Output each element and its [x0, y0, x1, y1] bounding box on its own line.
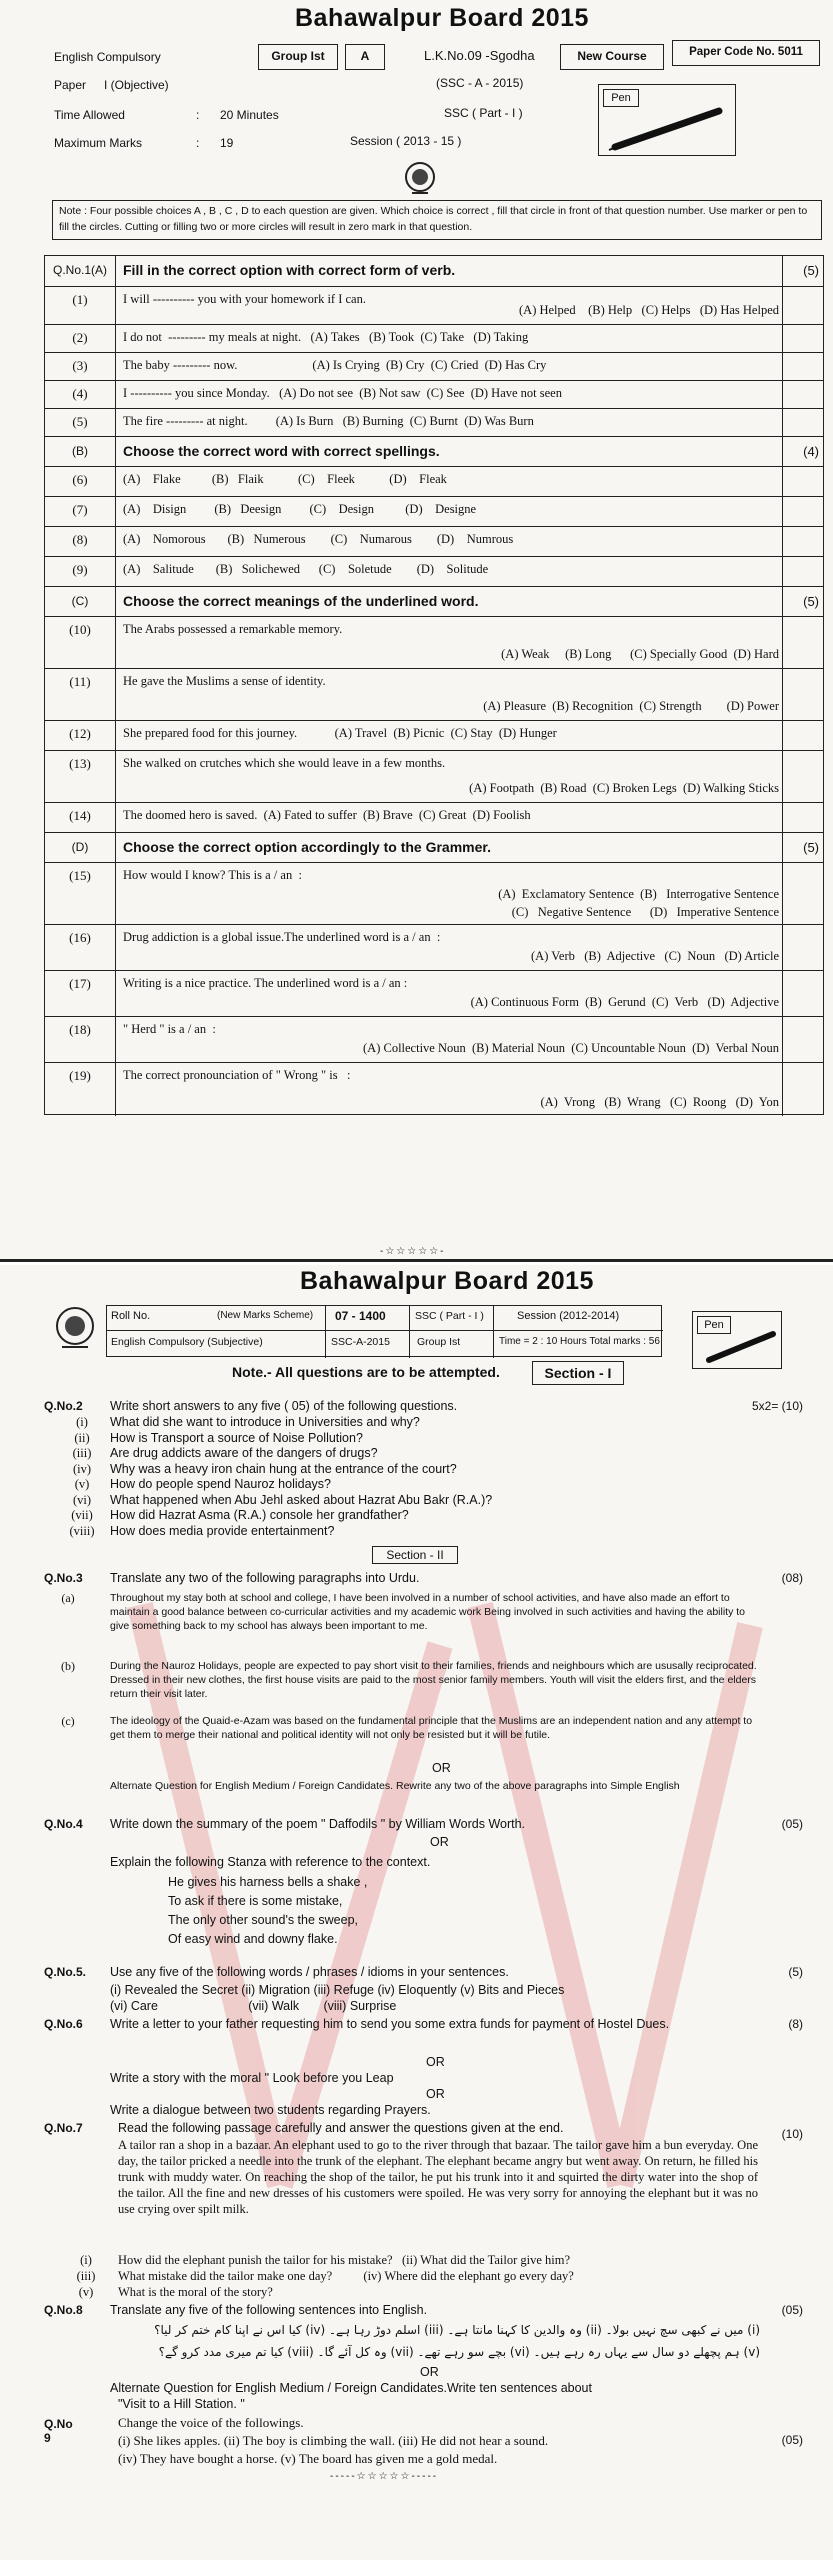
question-row: [45, 970, 823, 1016]
question-row: [45, 496, 823, 526]
question-stem: (A) Flake (B) Flaik (C) Fleek (D) Fleak: [123, 472, 447, 486]
question-number: (17): [69, 976, 91, 991]
question-options[interactable]: (A) Weak (B) Long (C) Specially Good (D) Hard: [501, 647, 779, 661]
q4-explain: Explain the following Stanza with reference to the context.: [110, 1855, 431, 1869]
q6-marks: (8): [788, 2017, 803, 2031]
q5-line2: (vi) Care (vii) Walk (viii) Surprise: [110, 1999, 397, 2013]
q7-question-number: (iii): [76, 2269, 96, 2283]
q7-question: [54, 2253, 774, 2268]
subject: English Compulsory (Subjective): [111, 1336, 263, 1348]
q5-marks: (5): [788, 1965, 803, 1979]
question-options[interactable]: (A) Exclamatory Sentence (B) Interrogative Sentence: [498, 887, 779, 901]
question-stem: " Herd " is a / an :: [123, 1022, 216, 1036]
q8-marks: (05): [781, 2303, 803, 2317]
section-1-box: Section - I: [532, 1361, 624, 1385]
question-stem: Drug addiction is a global issue.The underlined word is a / an :: [123, 930, 441, 944]
question-stem: I will ---------- you with your homework if I can.: [123, 292, 366, 306]
subjective-paper: [0, 1265, 833, 2560]
question-stem: I do not --------- my meals at night. (A) Takes (B) Took (C) Take (D) Taking: [123, 330, 529, 344]
q6-dialogue: Write a dialogue between two students regarding Prayers.: [110, 2103, 431, 2117]
q8-text: Translate any five of the following sentences into English.: [110, 2303, 428, 2317]
section-heading: Choose the correct meanings of the underlined word.: [123, 593, 479, 609]
colon: :: [196, 136, 200, 150]
q2-item-text: What did she want to introduce in Universities and why?: [110, 1415, 420, 1429]
question-row: [45, 466, 823, 496]
paper-label: Paper: [54, 78, 87, 92]
q7-question-text: How did the elephant punish the tailor for his mistake? (ii) What did the Tailor give him?: [118, 2253, 571, 2267]
question-number: (18): [69, 1022, 91, 1037]
q8-or: OR: [420, 2365, 439, 2379]
q2-item-text: What happened when Abu Jehl asked about Hazrat Abu Bakr (R.A.)?: [110, 1492, 493, 1507]
q2-item-text: How is Transport a source of Noise Pollution?: [110, 1430, 363, 1445]
section-heading-row: [45, 832, 823, 862]
q2-item-number: (i): [76, 1415, 88, 1429]
section-heading: Choose the correct word with correct spellings.: [123, 443, 440, 459]
section-marks: (5): [803, 840, 819, 855]
q6-label: Q.No.6: [44, 2017, 83, 2031]
q3-alt: Alternate Question for English Medium / Foreign Candidates. Rewrite any two of the above paragraphs into Simple English: [110, 1780, 680, 1792]
question-options[interactable]: (A) Verb (B) Adjective (C) Noun (D) Article: [531, 949, 779, 963]
q7-label: Q.No.7: [44, 2121, 83, 2135]
q2-item-text: Are drug addicts aware of the dangers of drugs?: [110, 1446, 378, 1460]
q2-item-number: (ii): [74, 1430, 90, 1445]
session: Session ( 2013 - 15 ): [350, 134, 462, 148]
q2-item: [54, 1493, 754, 1509]
q4-stanza: [168, 1873, 367, 1949]
question-stem: (A) Salitude (B) Solichewed (C) Soletude (D) Solitude: [123, 562, 489, 576]
question-number: (15): [69, 868, 91, 883]
board-title: Bahawalpur Board 2015: [295, 4, 589, 32]
question-number: (2): [72, 330, 88, 345]
question-row: [45, 352, 823, 380]
q6-text: Write a letter to your father requesting him to send you some extra funds for payment of Hostel Dues.: [110, 2017, 670, 2031]
question-stem: The baby --------- now. (A) Is Crying (B) Cry (C) Cried (D) Has Cry: [123, 358, 547, 372]
paper-code-box: Paper Code No. 5011: [672, 40, 820, 66]
question-row: [45, 924, 823, 970]
question-stem: Writing is a nice practice. The underlined word is a / an :: [123, 976, 408, 990]
question-number: (10): [69, 622, 91, 637]
section-2-box: Section - II: [372, 1546, 458, 1564]
q2-item-text: Why was a heavy iron chain hung at the entrance of the court?: [110, 1461, 457, 1476]
question-row: [45, 616, 823, 668]
q2-text: Write short answers to any five ( 05) of the following questions.: [110, 1399, 458, 1413]
board-logo-icon: [54, 1305, 96, 1351]
question-row: [45, 802, 823, 832]
section-marks: (5): [803, 263, 819, 278]
q7-text: Read the following passage carefully and answer the questions given at the end.: [118, 2121, 564, 2135]
q2-item: [54, 1462, 754, 1478]
q2-item: [54, 1415, 754, 1431]
subject: English Compulsory: [54, 50, 161, 64]
q7-marks: (10): [781, 2127, 803, 2141]
q3b-num: (b): [61, 1659, 75, 1673]
question-number: (3): [72, 358, 88, 373]
question-row: [45, 750, 823, 802]
stanza-line: He gives his harness bells a shake ,: [168, 1875, 368, 1889]
ssc-a: SSC-A-2015: [331, 1336, 390, 1348]
question-row: [45, 526, 823, 556]
section-heading: Fill in the correct option with correct form of verb.: [123, 262, 456, 278]
q4-marks: (05): [781, 1817, 803, 1831]
section-heading-row: [45, 436, 823, 466]
question-stem: She prepared food for this journey. (A) Travel (B) Picnic (C) Stay (D) Hunger: [123, 726, 557, 740]
question-number: (4): [72, 386, 88, 401]
q2-item-number: (viii): [69, 1523, 95, 1538]
section-number: (D): [71, 840, 89, 854]
q5-label: Q.No.5.: [44, 1965, 87, 1979]
q2-item: [54, 1431, 754, 1447]
max-marks-label: Maximum Marks: [54, 136, 143, 150]
question-options[interactable]: (A) Pleasure (B) Recognition (C) Strength (D) Power: [483, 699, 779, 713]
question-number: (13): [69, 756, 91, 771]
question-number: (6): [72, 472, 88, 487]
q2-label: Q.No.2: [44, 1399, 83, 1413]
q6-story: Write a story with the moral " Look before you Leap: [110, 2071, 394, 2085]
q8-alt: Alternate Question for English Medium / Foreign Candidates.Write ten sentences about: [110, 2381, 592, 2395]
lk-number: L.K.No.09 -Sgodha: [424, 48, 535, 63]
section-heading-row: [45, 586, 823, 616]
question-stem: The fire --------- at night. (A) Is Burn (B) Burning (C) Burnt (D) Was Burn: [123, 414, 534, 428]
time-marks: Time = 2 : 10 Hours Total marks : 56: [499, 1336, 660, 1347]
q3-label: Q.No.3: [44, 1571, 83, 1585]
question-stem: The doomed hero is saved. (A) Fated to suffer (B) Brave (C) Great (D) Foolish: [123, 808, 531, 822]
q2-item-number: (v): [74, 1477, 90, 1491]
max-marks-value: 19: [220, 136, 234, 150]
q2-item-text: How did Hazrat Asma (R.A.) console her grandfather?: [110, 1508, 409, 1522]
q2-item-number: (iii): [72, 1446, 92, 1460]
q2-item-text: How does media provide entertainment?: [110, 1523, 335, 1538]
session: Session (2012-2014): [517, 1310, 620, 1322]
question-options[interactable]: (A) Footpath (B) Road (C) Broken Legs (D) Walking Sticks: [469, 781, 779, 795]
question-stem: (A) Disign (B) Deesign (C) Design (D) Designe: [123, 502, 477, 516]
q3a-text: Throughout my stay both at school and college, I have been involved in a number of school activities, and have also made an effort to maintain a good balance between co-curricular activities and my academic work Being involved in such activities and having the ability to give something back to my school has always been important to me.: [110, 1592, 746, 1632]
q2-item-number: (vii): [71, 1508, 93, 1522]
q8-urdu-line2: (v) ہم پچھلے دو سال سے یہاں رہ رہے ہیں۔ (vi) بچے سو رہے تھے۔ (vii) وہ کل آئے گا۔ (viii) کیا تم میری مدد کرو گے؟: [158, 2345, 760, 2359]
question-number: (12): [69, 726, 91, 741]
section-marks: (5): [803, 594, 819, 609]
board-logo-icon: [404, 160, 436, 196]
question-options[interactable]: (A) Collective Noun (B) Material Noun (C) Uncountable Noun (D) Verbal Noun: [363, 1041, 779, 1055]
time-label: Time Allowed: [54, 108, 125, 122]
q6-or2: OR: [426, 2087, 445, 2101]
stanza-line: Of easy wind and downy flake.: [168, 1932, 338, 1946]
divider-stars: -----☆☆☆☆☆-----: [330, 2471, 439, 2482]
pen-box: [692, 1311, 782, 1369]
paper-value: I (Objective): [104, 78, 169, 92]
q3-marks: (08): [781, 1571, 803, 1585]
q3a-num: (a): [61, 1591, 75, 1605]
q7-question: [54, 2285, 774, 2300]
q2-item: [54, 1524, 754, 1540]
stanza-line: The only other sound's the sweep,: [168, 1913, 359, 1927]
q7-question-text: What is the moral of the story?: [118, 2285, 273, 2299]
course-box: New Course: [560, 44, 664, 70]
question-options[interactable]: (A) Continuous Form (B) Gerund (C) Verb (D) Adjective: [470, 995, 779, 1009]
q9-label: Q.No 9: [44, 2417, 73, 2445]
ssc-a: (SSC - A - 2015): [436, 76, 524, 90]
question-row: [45, 408, 823, 436]
pen-label: Pen: [603, 89, 639, 107]
colon: :: [196, 108, 200, 122]
q2-item: [54, 1508, 754, 1524]
question-options[interactable]: (A) Vrong (B) Wrang (C) Roong (D) Yon: [540, 1095, 779, 1109]
ssc-part: SSC ( Part - I ): [444, 106, 523, 120]
q5-text: Use any five of the following words / phrases / idioms in your sentences.: [110, 1965, 509, 1979]
pen-label: Pen: [697, 1316, 731, 1334]
q3b-text: During the Nauroz Holidays, people are expected to pay short visit to their families, friends and neighbours which are ususally reciprocated. Dressed in their new clothes, the first house visits are paid to the most senior family members. Youth will visit the elders first, and the elders return their visit later.: [110, 1660, 757, 1700]
q9-line2: (iv) They have bought a horse. (v) The board has given me a gold medal.: [118, 2451, 498, 2466]
question-stem: He gave the Muslims a sense of identity.: [123, 674, 326, 688]
q7-question: [54, 2269, 774, 2284]
pen-icon: [703, 1326, 779, 1366]
group: Group Ist: [417, 1336, 461, 1348]
note: Note.- All questions are to be attempted.: [232, 1364, 500, 1380]
question-number: (8): [72, 532, 88, 547]
q8-urdu-line1: (i) میں نے کبھی سچ نہیں بولا۔ (ii) وہ والدین کا کہنا مانتا ہے۔ (iii) اسلم دوڑ رہا ہے۔ (iv) کیا اس نے اپنا کام ختم کر لیا؟: [154, 2323, 760, 2337]
section-heading-row: [45, 256, 823, 286]
time-value: 20 Minutes: [220, 108, 279, 122]
pen-icon: [607, 103, 731, 153]
q2-item-number: (iv): [72, 1461, 92, 1476]
question-row: [45, 286, 823, 324]
objective-paper: [0, 0, 833, 1262]
question-row: [45, 1016, 823, 1062]
q9-line1: (i) She likes apples. (ii) The boy is climbing the wall. (iii) He did not hear a sound.: [118, 2433, 549, 2448]
question-stem: (A) Nomorous (B) Numerous (C) Numarous (D) Numrous: [123, 532, 514, 546]
q7-question-number: (i): [80, 2253, 92, 2267]
stanza-line: To ask if there is some mistake,: [168, 1894, 343, 1908]
scheme: (New Marks Scheme): [217, 1310, 314, 1321]
question-number: (1): [72, 292, 88, 307]
question-row: [45, 720, 823, 750]
question-number: (5): [72, 414, 88, 429]
board-title: Bahawalpur Board 2015: [300, 1267, 594, 1295]
divider-stars: -☆☆☆☆☆-: [380, 1246, 446, 1257]
questions-grid: [44, 255, 824, 1115]
q2-marks: 5x2= (10): [751, 1399, 803, 1413]
q3-or: OR: [432, 1761, 451, 1775]
question-number: (19): [69, 1068, 91, 1083]
q5-line1: (i) Revealed the Secret (ii) Migration (iii) Refuge (iv) Eloquently (v) Bits and Pieces: [110, 1983, 565, 1997]
q2-item: [54, 1477, 754, 1493]
question-number: (11): [69, 674, 91, 689]
ssc-part: SSC ( Part - I ): [415, 1310, 484, 1322]
group-letter-box: A: [345, 44, 385, 70]
question-stem: The Arabs possessed a remarkable memory.: [123, 622, 343, 636]
lk-number: 07 - 1400: [335, 1309, 386, 1323]
roll-no-label: Roll No.: [111, 1310, 151, 1322]
question-options[interactable]: (A) Helped (B) Help (C) Helps (D) Has Helped: [519, 303, 779, 317]
question-row: [45, 556, 823, 586]
question-row: [45, 668, 823, 720]
q8-alt2: "Visit to a Hill Station. ": [118, 2397, 245, 2411]
question-row: [45, 862, 823, 924]
question-row: [45, 324, 823, 352]
q9-text: Change the voice of the followings.: [118, 2415, 304, 2430]
question-stem: The correct pronounciation of " Wrong " is :: [123, 1068, 351, 1082]
q4-text: Write down the summary of the poem " Daffodils " by William Words Worth.: [110, 1817, 526, 1831]
question-row: [45, 1062, 823, 1116]
q2-item: [54, 1446, 754, 1462]
q7-question-text: What mistake did the tailor make one day? (iv) Where did the elephant go every day?: [118, 2269, 574, 2283]
q4-or: OR: [430, 1835, 449, 1849]
q4-label: Q.No.4: [44, 1817, 83, 1831]
q9-marks: (05): [781, 2433, 803, 2447]
q7-passage: A tailor ran a shop in a bazaar. An elephant used to go to the river through that bazaar. The tailor gave him a bun everyday. One day, the tailor pricked a needle into the trunk of the elephant. The elephant became angry but went away. On return, he filled his trunk with muddy water. On reaching the shop of the tailor, he put his trunk into it and squirted the dirty water into the shop of the tailor. All the fine and new dresses of his customers were spoiled. He was very sorry for annoying the elephant but it was no use crying over spilt milk.: [118, 2138, 758, 2216]
question-stem: I ---------- you since Monday. (A) Do not see (B) Not saw (C) See (D) Have not seen: [123, 386, 562, 400]
pen-box: [598, 84, 736, 156]
question-number: (9): [72, 562, 88, 577]
q6-or1: OR: [426, 2055, 445, 2069]
header-table: [106, 1305, 662, 1357]
question-stem: She walked on crutches which she would leave in a few months.: [123, 756, 446, 770]
q3c-text: The ideology of the Quaid-e-Azam was based on the fundamental principle that the Muslims are an independent nation and any attempt to get them to merge their national and political identity will not only be resisted but it will be futile.: [110, 1715, 753, 1741]
question-number: (14): [69, 808, 91, 823]
section-number: (C): [71, 594, 89, 608]
q3c-num: (c): [61, 1714, 75, 1728]
question-row: [45, 380, 823, 408]
question-options[interactable]: (C) Negative Sentence (D) Imperative Sentence: [511, 905, 779, 919]
question-number: (7): [72, 502, 88, 517]
q3-text: Translate any two of the following paragraphs into Urdu.: [110, 1571, 420, 1585]
section-heading: Choose the correct option accordingly to the Grammer.: [123, 839, 491, 855]
q7-question-number: (v): [78, 2285, 94, 2299]
q8-label: Q.No.8: [44, 2303, 83, 2317]
section-number: Q.No.1(A): [52, 263, 107, 277]
note-box: Note : Four possible choices A , B , C , D to each question are given. Which choice is correct , fill that circle in front of that question number. Use marker or pen to fill the circles. Cutting or filling two or more circles will result in zero mark in that question.: [52, 200, 822, 240]
question-stem: How would I know? This is a / an :: [123, 868, 302, 882]
q2-item-text: How do people spend Nauroz holidays?: [110, 1477, 331, 1491]
group-box: Group Ist: [258, 44, 338, 70]
section-marks: (4): [803, 444, 819, 459]
q2-item-number: (vi): [72, 1492, 92, 1507]
section-number: (B): [72, 444, 88, 458]
question-number: (16): [69, 930, 91, 945]
